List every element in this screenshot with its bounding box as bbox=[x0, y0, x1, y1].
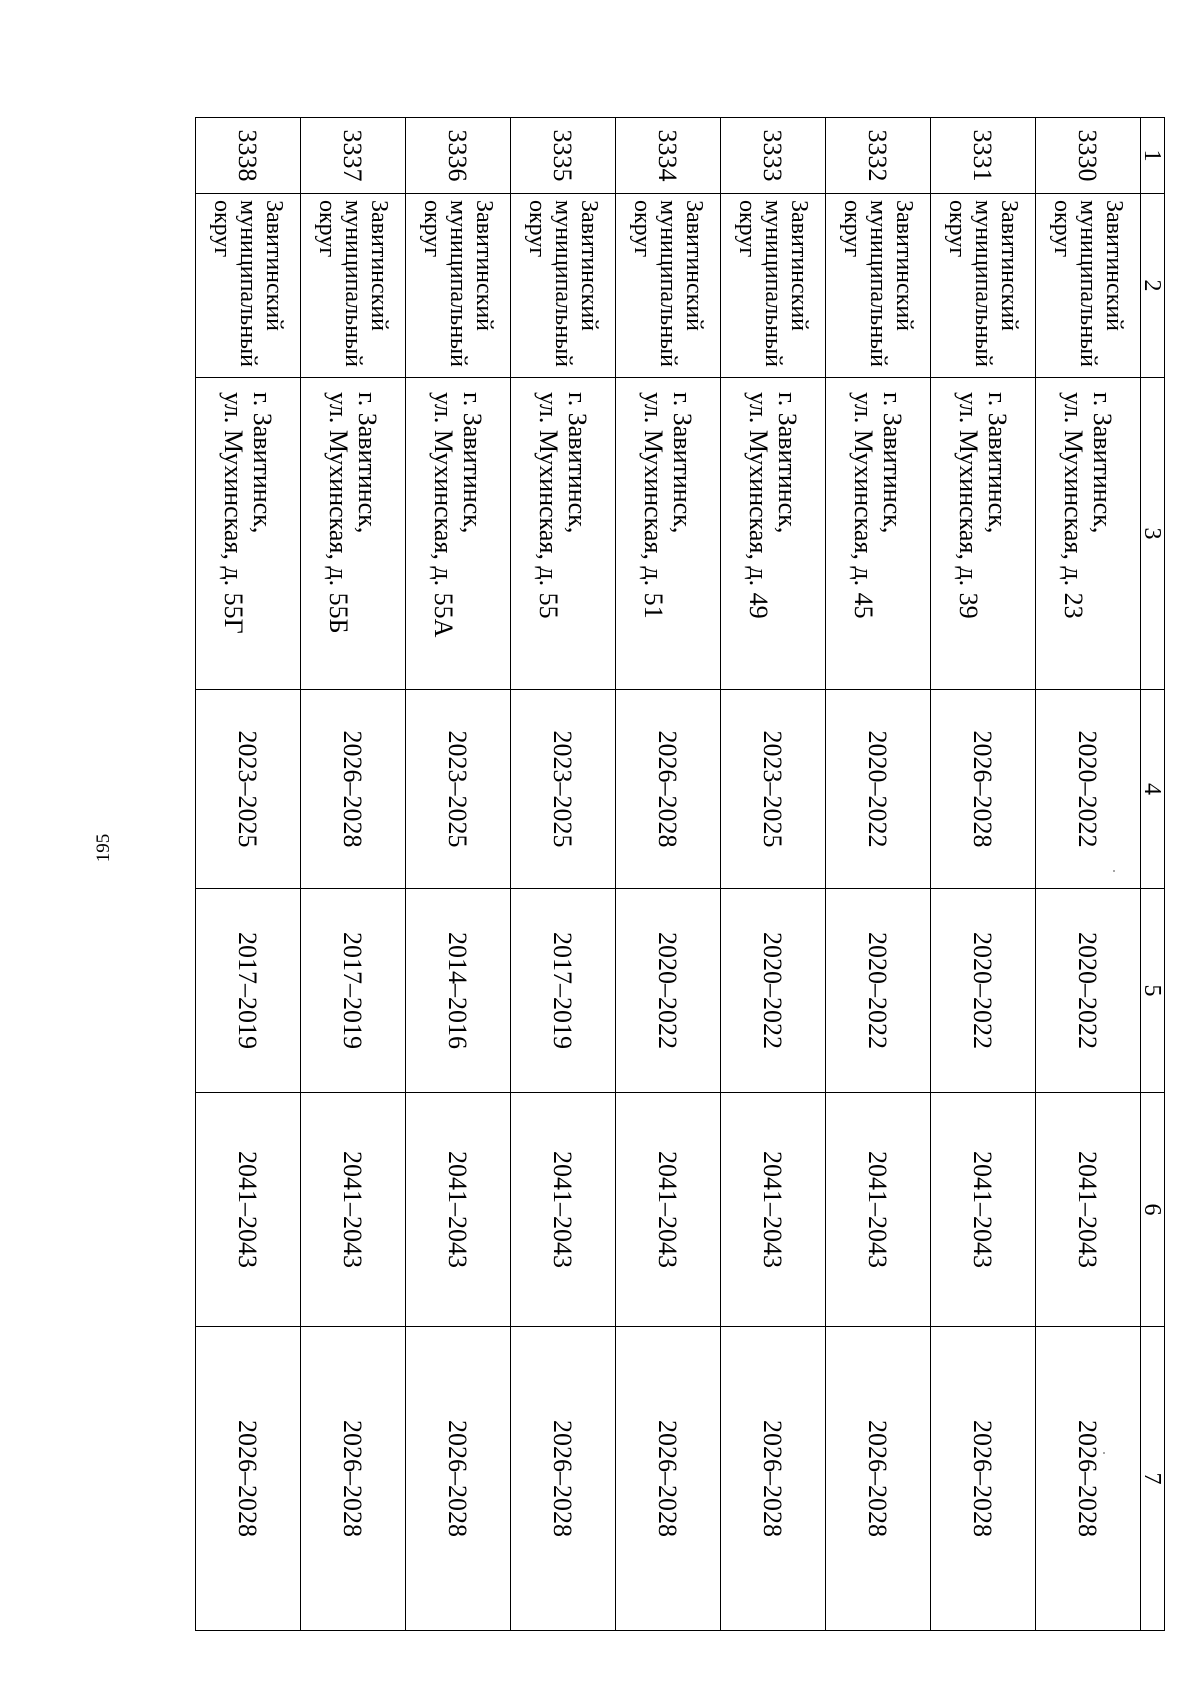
col5-cell bbox=[196, 889, 301, 1093]
col7-cell-text: 2026–2028 bbox=[233, 1420, 263, 1537]
district-cell bbox=[301, 194, 406, 378]
col7-cell-text: 2026–2028 bbox=[338, 1420, 368, 1537]
district-cell-text: округ bbox=[419, 200, 445, 258]
address-cell bbox=[196, 378, 301, 690]
address-cell-text: г. Завитинск, bbox=[668, 392, 697, 534]
col4-cell-text: 2023–2025 bbox=[233, 730, 263, 848]
col5-cell bbox=[931, 889, 1036, 1093]
address-cell bbox=[826, 378, 931, 690]
address-cell-text: г. Завитинск, bbox=[1088, 392, 1117, 534]
col5-cell bbox=[826, 889, 931, 1093]
address-cell-text: г. Завитинск, bbox=[353, 392, 382, 534]
district-cell-text: округ bbox=[1049, 200, 1075, 258]
col6-cell-text: 2041–2043 bbox=[548, 1151, 578, 1268]
col7-cell bbox=[1036, 1327, 1141, 1631]
page-number: 195 bbox=[93, 833, 114, 863]
col6-cell bbox=[931, 1093, 1036, 1327]
district-cell-text: муниципальный bbox=[235, 200, 261, 368]
district-cell bbox=[721, 194, 826, 378]
col4-cell-text: 2023–2025 bbox=[758, 730, 788, 848]
district-cell-text: Завитинский bbox=[471, 200, 497, 332]
address-cell-text: ул. Мухинская, д. 23 bbox=[1059, 392, 1088, 619]
district-cell-text: муниципальный bbox=[655, 200, 681, 368]
row-number-cell bbox=[406, 118, 511, 194]
repair-schedule-table bbox=[195, 117, 1165, 1631]
address-cell bbox=[721, 378, 826, 690]
district-cell-text: округ bbox=[734, 200, 760, 258]
district-cell-text: Завитинский bbox=[786, 200, 812, 332]
table-row bbox=[406, 118, 511, 1631]
address-cell bbox=[511, 378, 616, 690]
col6-cell-text: 2041–2043 bbox=[338, 1151, 368, 1268]
district-cell-text: округ bbox=[944, 200, 970, 258]
district-cell-text: округ bbox=[839, 200, 865, 258]
district-cell bbox=[616, 194, 721, 378]
col5-cell-text: 2014–2016 bbox=[443, 932, 473, 1049]
address-cell-text: г. Завитинск, bbox=[773, 392, 802, 534]
address-cell-text: ул. Мухинская, д. 45 bbox=[849, 392, 878, 619]
col5-cell-text: 2020–2022 bbox=[1073, 932, 1103, 1049]
column-number: 3 bbox=[1141, 378, 1165, 690]
district-cell bbox=[931, 194, 1036, 378]
district-cell bbox=[511, 194, 616, 378]
column-number: 6 bbox=[1141, 1093, 1165, 1327]
col7-cell bbox=[931, 1327, 1036, 1631]
column-number-row bbox=[1141, 118, 1165, 1631]
table-row bbox=[721, 118, 826, 1631]
column-number: 7 bbox=[1141, 1327, 1165, 1631]
address-cell-text: г. Завитинск, bbox=[458, 392, 487, 534]
address-cell bbox=[616, 378, 721, 690]
col5-cell bbox=[616, 889, 721, 1093]
col6-cell-text: 2041–2043 bbox=[1073, 1151, 1103, 1268]
col6-cell-text: 2041–2043 bbox=[233, 1151, 263, 1268]
district-cell bbox=[1036, 194, 1141, 378]
address-cell bbox=[1036, 378, 1141, 690]
col5-cell bbox=[301, 889, 406, 1093]
district-cell-text: муниципальный bbox=[970, 200, 996, 368]
district-cell-text: Завитинский bbox=[996, 200, 1022, 332]
district-cell bbox=[196, 194, 301, 378]
col5-cell bbox=[1036, 889, 1141, 1093]
col7-cell bbox=[511, 1327, 616, 1631]
district-cell-text: Завитинский bbox=[576, 200, 602, 332]
row-number-cell-text: 3336 bbox=[443, 129, 473, 182]
column-number: 4 bbox=[1141, 690, 1165, 889]
table-row bbox=[931, 118, 1036, 1631]
col6-cell bbox=[511, 1093, 616, 1327]
col5-cell-text: 2017–2019 bbox=[338, 932, 368, 1049]
col6-cell bbox=[301, 1093, 406, 1327]
col7-cell-text: 2026–2028 bbox=[1073, 1420, 1103, 1537]
district-cell-text: округ bbox=[209, 200, 235, 258]
col7-cell-text: 2026–2028 bbox=[758, 1420, 788, 1537]
col4-cell-text: 2020–2022 bbox=[1073, 730, 1103, 848]
col4-cell-text: 2020–2022 bbox=[863, 730, 893, 848]
col7-cell-text: 2026–2028 bbox=[863, 1420, 893, 1537]
address-cell-text: г. Завитинск, bbox=[878, 392, 907, 534]
col4-cell bbox=[931, 690, 1036, 889]
row-number-cell-text: 3335 bbox=[548, 129, 578, 182]
row-number-cell bbox=[616, 118, 721, 194]
col4-cell bbox=[301, 690, 406, 889]
address-cell bbox=[406, 378, 511, 690]
row-number-cell-text: 3332 bbox=[863, 129, 893, 182]
col7-cell bbox=[301, 1327, 406, 1631]
col6-cell-text: 2041–2043 bbox=[653, 1151, 683, 1268]
district-cell-text: Завитинский bbox=[681, 200, 707, 332]
col5-cell-text: 2017–2019 bbox=[233, 932, 263, 1049]
col7-cell bbox=[826, 1327, 931, 1631]
district-cell-text: муниципальный bbox=[760, 200, 786, 368]
col4-cell bbox=[511, 690, 616, 889]
district-cell-text: округ bbox=[629, 200, 655, 258]
district-cell-text: Завитинский bbox=[891, 200, 917, 332]
district-cell-text: муниципальный bbox=[865, 200, 891, 368]
col7-cell bbox=[616, 1327, 721, 1631]
address-cell-text: г. Завитинск, bbox=[563, 392, 592, 534]
col6-cell bbox=[826, 1093, 931, 1327]
table-row bbox=[1036, 118, 1141, 1631]
col4-cell bbox=[616, 690, 721, 889]
address-cell bbox=[301, 378, 406, 690]
col7-cell-text: 2026–2028 bbox=[653, 1420, 683, 1537]
district-cell-text: муниципальный bbox=[340, 200, 366, 368]
row-number-cell bbox=[511, 118, 616, 194]
table-body bbox=[196, 118, 1165, 1631]
district-cell-text: муниципальный bbox=[1075, 200, 1101, 368]
address-cell-text: ул. Мухинская, д. 55А bbox=[429, 392, 458, 638]
col6-cell bbox=[196, 1093, 301, 1327]
col4-cell bbox=[721, 690, 826, 889]
table-row bbox=[826, 118, 931, 1631]
col7-cell-text: 2026–2028 bbox=[548, 1420, 578, 1537]
row-number-cell-text: 3331 bbox=[968, 129, 998, 182]
district-cell-text: округ bbox=[314, 200, 340, 258]
col4-cell bbox=[196, 690, 301, 889]
col4-cell-text: 2026–2028 bbox=[653, 730, 683, 848]
district-cell-text: муниципальный bbox=[550, 200, 576, 368]
address-cell bbox=[931, 378, 1036, 690]
district-cell bbox=[826, 194, 931, 378]
col5-cell bbox=[511, 889, 616, 1093]
row-number-cell-text: 3338 bbox=[233, 129, 263, 182]
col5-cell-text: 2020–2022 bbox=[863, 932, 893, 1049]
district-cell-text: Завитинский bbox=[366, 200, 392, 332]
col5-cell-text: 2020–2022 bbox=[653, 932, 683, 1049]
col7-cell bbox=[721, 1327, 826, 1631]
row-number-cell bbox=[721, 118, 826, 194]
col4-cell-text: 2023–2025 bbox=[443, 730, 473, 848]
col6-cell-text: 2041–2043 bbox=[863, 1151, 893, 1268]
col7-cell-text: 2026–2028 bbox=[968, 1420, 998, 1537]
row-number-cell-text: 3334 bbox=[653, 129, 683, 182]
address-cell-text: ул. Мухинская, д. 51 bbox=[639, 392, 668, 619]
col5-cell-text: 2017–2019 bbox=[548, 932, 578, 1049]
address-cell-text: ул. Мухинская, д. 39 bbox=[954, 392, 983, 619]
address-cell-text: г. Завитинск, bbox=[248, 392, 277, 534]
row-number-cell bbox=[826, 118, 931, 194]
col4-cell-text: 2023–2025 bbox=[548, 730, 578, 848]
table-rotated-container bbox=[197, 117, 1165, 1630]
col4-cell-text: 2026–2028 bbox=[968, 730, 998, 848]
table-row bbox=[511, 118, 616, 1631]
col6-cell bbox=[616, 1093, 721, 1327]
col7-cell bbox=[406, 1327, 511, 1631]
col7-cell bbox=[196, 1327, 301, 1631]
col6-cell bbox=[1036, 1093, 1141, 1327]
district-cell-text: Завитинский bbox=[261, 200, 287, 332]
address-cell-text: г. Завитинск, bbox=[983, 392, 1012, 534]
address-cell-text: ул. Мухинская, д. 55Г bbox=[219, 392, 248, 634]
col4-cell-text: 2026–2028 bbox=[338, 730, 368, 848]
col6-cell bbox=[721, 1093, 826, 1327]
column-number: 5 bbox=[1141, 889, 1165, 1093]
col4-cell bbox=[1036, 690, 1141, 889]
col6-cell-text: 2041–2043 bbox=[443, 1151, 473, 1268]
row-number-cell bbox=[196, 118, 301, 194]
col4-cell bbox=[826, 690, 931, 889]
row-number-cell bbox=[931, 118, 1036, 194]
district-cell-text: муниципальный bbox=[445, 200, 471, 368]
district-cell-text: округ bbox=[524, 200, 550, 258]
col6-cell-text: 2041–2043 bbox=[968, 1151, 998, 1268]
col5-cell-text: 2020–2022 bbox=[758, 932, 788, 1049]
table-row bbox=[301, 118, 406, 1631]
table-row bbox=[196, 118, 301, 1631]
address-cell-text: ул. Мухинская, д. 55 bbox=[534, 392, 563, 619]
district-cell-text: Завитинский bbox=[1101, 200, 1127, 332]
row-number-cell bbox=[1036, 118, 1141, 194]
col6-cell-text: 2041–2043 bbox=[758, 1151, 788, 1268]
address-cell-text: ул. Мухинская, д. 49 bbox=[744, 392, 773, 619]
row-number-cell-text: 3337 bbox=[338, 129, 368, 182]
row-number-cell-text: 3330 bbox=[1073, 129, 1103, 182]
address-cell-text: ул. Мухинская, д. 55Б bbox=[324, 392, 353, 634]
col5-cell bbox=[721, 889, 826, 1093]
table-row bbox=[616, 118, 721, 1631]
district-cell bbox=[406, 194, 511, 378]
col7-cell-text: 2026–2028 bbox=[443, 1420, 473, 1537]
row-number-cell bbox=[301, 118, 406, 194]
col5-cell bbox=[406, 889, 511, 1093]
column-number: 1 bbox=[1141, 118, 1165, 194]
row-number-cell-text: 3333 bbox=[758, 129, 788, 182]
column-number: 2 bbox=[1141, 194, 1165, 378]
col6-cell bbox=[406, 1093, 511, 1327]
col5-cell-text: 2020–2022 bbox=[968, 932, 998, 1049]
col4-cell bbox=[406, 690, 511, 889]
